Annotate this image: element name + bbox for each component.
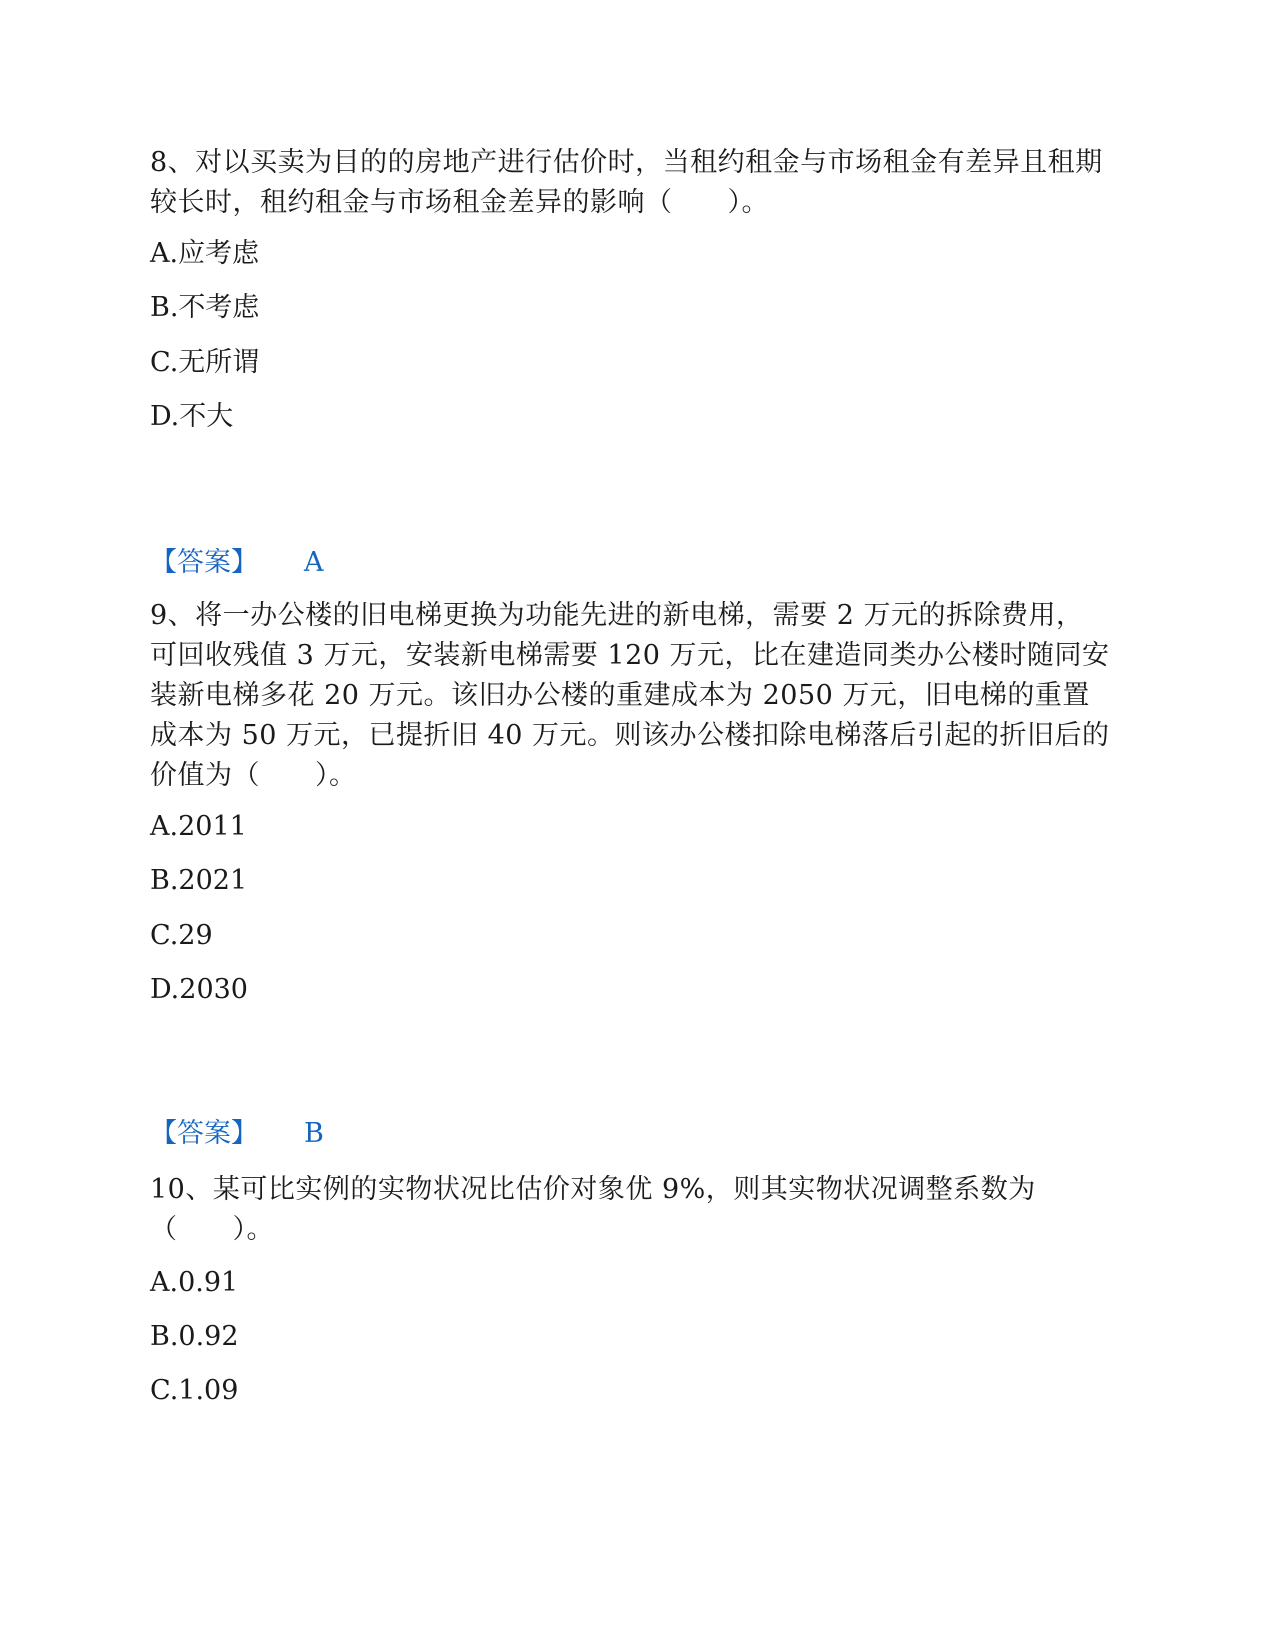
question-text: 9、将一办公楼的旧电梯更换为功能先进的新电梯，需要 2 万元的拆除费用，可回收残值 3 万元，安装新电梯需要 120 万元，比在建造同类办公楼时随同安装新电梯多花 20 万元。该旧办公楼的重建成本为 2050 万元，旧电梯的重置成本为 50 万元，已提折旧 40 万元。则该办公楼扣除电梯落后引起的折旧后的价值为（ ）。 (150, 600, 1110, 791)
question-text: 8、对以买卖为目的的房地产进行估价时，当租约租金与市场租金有差异且租期较长时，租约租金与市场租金差异的影响（ ）。 (150, 147, 1103, 218)
question-9 (150, 596, 1110, 796)
answer-tag: 【答案】 (150, 1118, 258, 1149)
question-text: 10、某可比实例的实物状况比估价对象优 9%，则其实物状况调整系数为（ ）。 (150, 1174, 1036, 1245)
option-c: C.无所谓 (150, 347, 260, 378)
option-a: A.应考虑 (150, 238, 260, 269)
option-b: B.不考虑 (150, 292, 260, 323)
option-d: D.不大 (150, 401, 234, 432)
option-c: C.29 (150, 920, 213, 951)
option-c: C.1.09 (150, 1375, 239, 1406)
option-d: D.2030 (150, 974, 248, 1005)
option-a: A.0.91 (150, 1267, 239, 1298)
answer-value: B (304, 1118, 324, 1149)
option-b: B.2021 (150, 865, 248, 896)
option-b: B.0.92 (150, 1321, 239, 1352)
answer-line (150, 1117, 324, 1151)
question-10 (150, 1170, 1110, 1250)
option-a: A.2011 (150, 811, 247, 842)
answer-line (150, 546, 324, 580)
answer-value: A (304, 547, 324, 578)
answer-tag: 【答案】 (150, 547, 258, 578)
question-8 (150, 143, 1110, 223)
